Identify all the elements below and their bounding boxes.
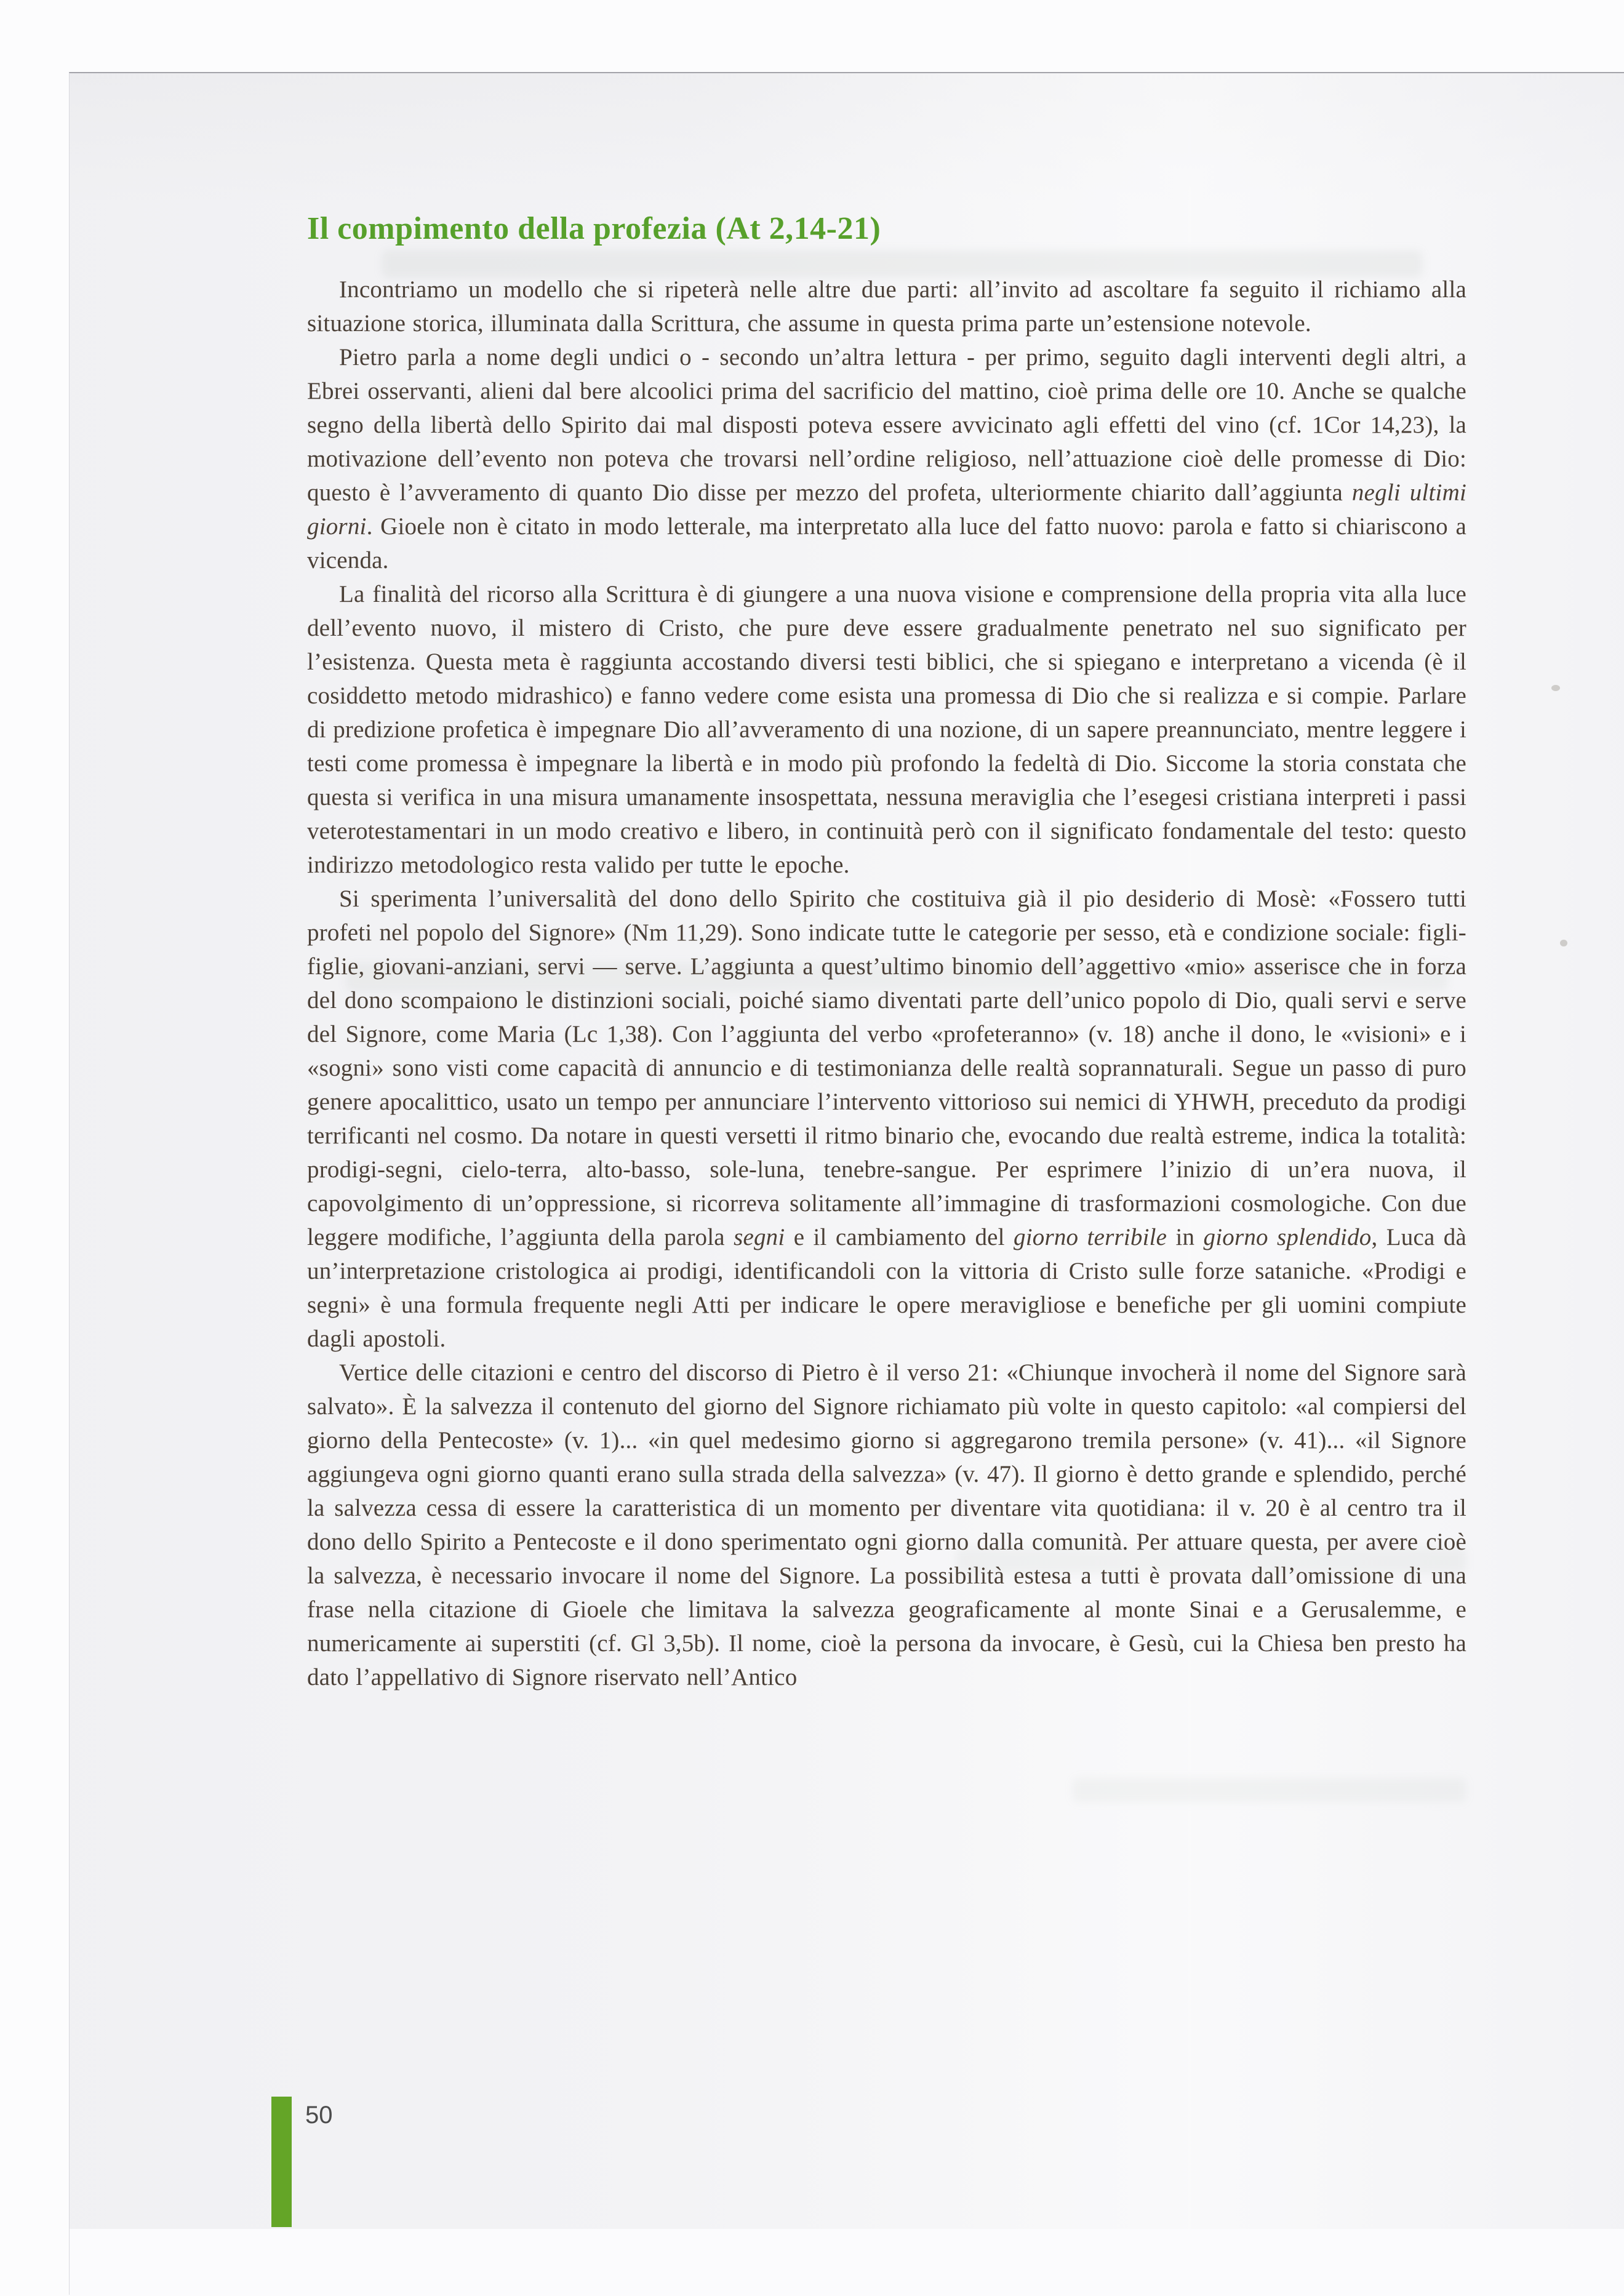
paragraph: Si sperimenta l’universalità del dono dello Spirito che costituiva già il pio desiderio di Mosè: «Fossero tutti profeti nel popolo del Signore» (Nm 11,29). Sono indicate tutte le categorie per sesso, età e condizione sociale: figli-figlie, giovani-anziani, servi — serve. L’aggiunta a quest’ultimo binomio dell’aggettivo «mio» asserisce che in forza del dono scompaiono le distinzioni sociali, poiché siamo diventati parte dell’unico popolo di Dio, quali servi e serve del Signore, come Maria (Lc 1,38). Con l’aggiunta del verbo «profeteranno» (v. 18) anche il dono, le «visioni» e i «sogni» sono visti come capacità di annuncio e di testimonianza delle realtà soprannaturali. Segue un passo di puro genere apocalittico, usato un tempo per annunciare l’intervento vittorioso sui nemici di YHWH, preceduto da prodigi terrificanti nel cosmo. Da notare in questi versetti il ritmo binario che, evocando due realtà estreme, indica la totalità: prodigi-segni, cielo-terra, alto-basso, sole-luna, tenebre-sangue. Per esprimere l’inizio di un’era nuova, il capovolgimento di un’oppressione, si ricorreva solitamente all’immagine di trasformazioni cosmologiche. Con due leggere modifiche, l’aggiunta della parola segni e il cambiamento del giorno terribile in giorno splendido, Luca dà un’interpretazione cristologica ai prodigi, identificandoli con la vittoria di Cristo sulle forze sataniche. «Prodigi e segni» è una formula frequente negli Atti per indicare le opere meravigliose e benefiche per gli uomini compiute dagli apostoli. — [307, 886, 1467, 1352]
paragraph: Incontriamo un modello che si ripeterà nelle altre due parti: all’invito ad ascoltare fa seguito il richiamo alla situazione storica, illuminata dalla Scrittura, che assume in questa prima parte un’estensione notevole. — [307, 276, 1466, 337]
section-title: Il compimento della profezia (At 2,14-21) — [307, 211, 881, 246]
page-bottom-edge — [70, 2229, 1624, 2296]
text-column — [307, 211, 1466, 1694]
paragraph: Vertice delle citazioni e centro del discorso di Pietro è il verso 21: «Chiunque invocherà il nome del Signore sarà salvato». È la salvezza il contenuto del giorno del Signore richiamato più volte in questo capitolo: «al compiersi del giorno della Pentecoste» (v. 1)... «in quel medesimo giorno si aggregarono tremila persone» (v. 41)... «il Signore aggiungeva ogni giorno quanti erano sulla strada della salvezza» (v. 47). Il giorno è detto grande e splendido, perché la salvezza cessa di essere la caratteristica di un momento per diventare vita quotidiana: il v. 20 è al centro tra il dono dello Spirito a Pentecoste e il dono sperimentato ogni giorno dalla comunità. Per attuare questa, per avere cioè la salvezza, è necessario invocare il nome del Signore. La possibilità estesa a tutti è provata dall’omissione di una frase nella citazione di Gioele che limitava la salvezza geograficamente al monte Sinai e a Gerusalemme, e numericamente ai superstiti (cf. Gl 3,5b). Il nome, cioè la persona da invocare, è Gesù, cui la Chiesa ben presto ha dato l’appellativo di Signore riservato nell’Antico — [307, 1359, 1466, 1690]
book-page — [69, 72, 1624, 2295]
page-footer — [271, 2097, 333, 2227]
article-body — [307, 273, 1466, 1694]
paragraph: Pietro parla a nome degli undici o - secondo un’altra lettura - per primo, seguito dagli interventi degli altri, a Ebrei osservanti, alieni dal bere alcoolici prima del sacrificio del mattino, cioè prima delle ore 10. Anche se qualche segno della libertà dello Spirito dai mal disposti poteva essere avvicinato agli effetti del vino (cf. 1Cor 14,23), la motivazione dell’evento non poteva che trovarsi nell’ordine religioso, nell’attuazione cioè delle promesse di Dio: questo è l’avveramento di quanto Dio disse per mezzo del profeta, ulteriormente chiarito dall’aggiunta negli ultimi giorni. Gioele non è citato in modo letterale, ma interpretato alla luce del fatto nuovo: parola e fatto si chiariscono a vicenda. — [307, 344, 1466, 574]
scan-speck — [1560, 940, 1567, 946]
page-accent-bar — [271, 2097, 292, 2227]
paragraph: La finalità del ricorso alla Scrittura è di giungere a una nuova visione e comprensione della propria vita alla luce dell’evento nuovo, il mistero di Cristo, che pure deve essere gradualmente penetrato nel suo significato per l’esistenza. Questa meta è raggiunta accostando diversi testi biblici, che si spiegano e interpretano a vicenda (è il cosiddetto metodo midrashico) e fanno vedere come esista una promessa di Dio che si realizza e si compie. Parlare di predizione profetica è impegnare Dio all’avveramento di una nozione, di un sapere preannunciato, mentre leggere i testi come promessa è impegnare la libertà e in modo più profondo la fedeltà di Dio. Siccome la storia constata che questa si verifica in una misura umanamente insospettata, nessuna meraviglia che l’esegesi cristiana interpreti i passi veterotestamentari in un modo creativo e libero, in continuità però con il significato fondamentale del testo: questo indirizzo metodologico resta valido per tutte le epoche. — [307, 581, 1466, 878]
page-number: 50 — [305, 2102, 333, 2129]
scan-speck — [1551, 685, 1560, 691]
bleedthrough-artifact — [1073, 1778, 1466, 1802]
